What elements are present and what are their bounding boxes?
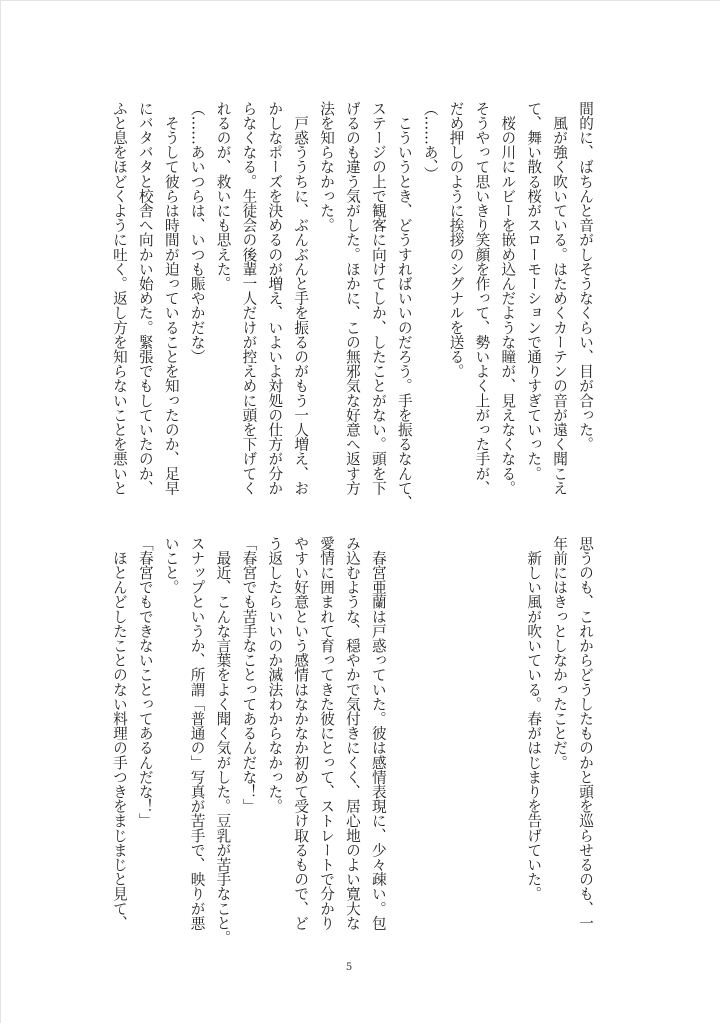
text-column: げるのも違う気がした。ほかに、この無邪気な好意へ返す方 bbox=[343, 101, 361, 496]
text-column: （……あいつらは、いつも賑やかだな） bbox=[188, 101, 206, 364]
text-column: 思うのも、これからどうしたものかと頭を巡らせるのも、一 bbox=[577, 536, 594, 931]
upper-text-tier bbox=[106, 101, 598, 510]
text-column: 風が強く吹いている。はためくカーテンの音が遠く聞こえ bbox=[551, 101, 569, 496]
text-column: やすい好意という感情はなかなか初めて受け取るもので、ど bbox=[292, 536, 310, 931]
text-column: 最近、こんな言葉をよく聞く気がした。豆乳が苦手なこと。 bbox=[214, 536, 232, 945]
scene-break-spacer bbox=[391, 536, 521, 932]
text-column: ステージの上で観客に向けてしか、したことがない。頭を下 bbox=[369, 101, 387, 496]
text-column: いこと。 bbox=[162, 536, 180, 595]
text-column: 新しい風が吹いている。春がはじまりを告げていた。 bbox=[525, 536, 543, 901]
text-column: う返したらいいのか滅法わからなかった。 bbox=[266, 536, 284, 814]
text-column: 戸惑ううちに、ぶんぶんと手を振るのがもう一人増え、お bbox=[292, 101, 310, 496]
text-column: にバタバタと校舎へ向かい始めた。緊張でもしていたのか、 bbox=[136, 101, 154, 496]
text-column: かしなポーズを決めるのが増え、いよいよ対処の仕方が分か bbox=[266, 101, 284, 496]
text-column: だめ押しのように挨拶のシグナルを送る。 bbox=[447, 101, 465, 379]
text-column: み込むような、穏やかで気付きにくく、居心地のよい寛大な bbox=[343, 536, 361, 931]
text-column: ほとんどしたことのない料理の手つきをまじまじと見て、 bbox=[110, 536, 128, 931]
text-column: 愛情に囲まれて育ってきた彼にとって、ストレートで分かり bbox=[318, 536, 336, 931]
lower-text-tier bbox=[106, 536, 598, 945]
text-column: 「春宮でもできないことってあるんだな！」 bbox=[136, 536, 154, 828]
page-number: 5 bbox=[345, 962, 353, 973]
text-column: 年前にはきっとしなかったことだ。 bbox=[551, 536, 569, 770]
text-column: そうして彼らは時間が迫っていることを知ったのか、足早 bbox=[162, 101, 180, 496]
text-column: れるのが、救いにも思えた。 bbox=[214, 101, 232, 291]
text-column: こういうとき、どうすればいいのだろう。手を振るなんて、 bbox=[395, 101, 413, 510]
text-column: ふと息をほどくように吐く。返し方を知らないことを悪いと bbox=[110, 101, 128, 496]
text-column: 春宮亜蘭は戸惑っていた。彼は感情表現に、少々疎い。包 bbox=[369, 536, 387, 931]
text-column: 「春宮でも苦手なことってあるんだな！」 bbox=[240, 536, 258, 814]
text-column: て、舞い散る桜がスローモーションで通りすぎていった。 bbox=[525, 101, 543, 481]
text-column: らなくなる。生徒会の後輩一人だけが控えめに頭を下げてく bbox=[240, 101, 258, 496]
text-column: 間的に、ばちんと音がしそうなくらい、目が合った。 bbox=[577, 101, 594, 452]
text-column: 桜の川にルビーを嵌め込んだような瞳が、見えなくなる。 bbox=[499, 101, 517, 496]
text-column: スナップというか、所謂「普通の」写真が苦手で、映りが悪 bbox=[188, 536, 206, 931]
text-column: （……あ、） bbox=[421, 101, 439, 182]
text-column: 法を知らなかった。 bbox=[318, 101, 336, 233]
text-column: そうやって思いきり笑顔を作って、勢いよく上がった手が、 bbox=[473, 101, 491, 496]
